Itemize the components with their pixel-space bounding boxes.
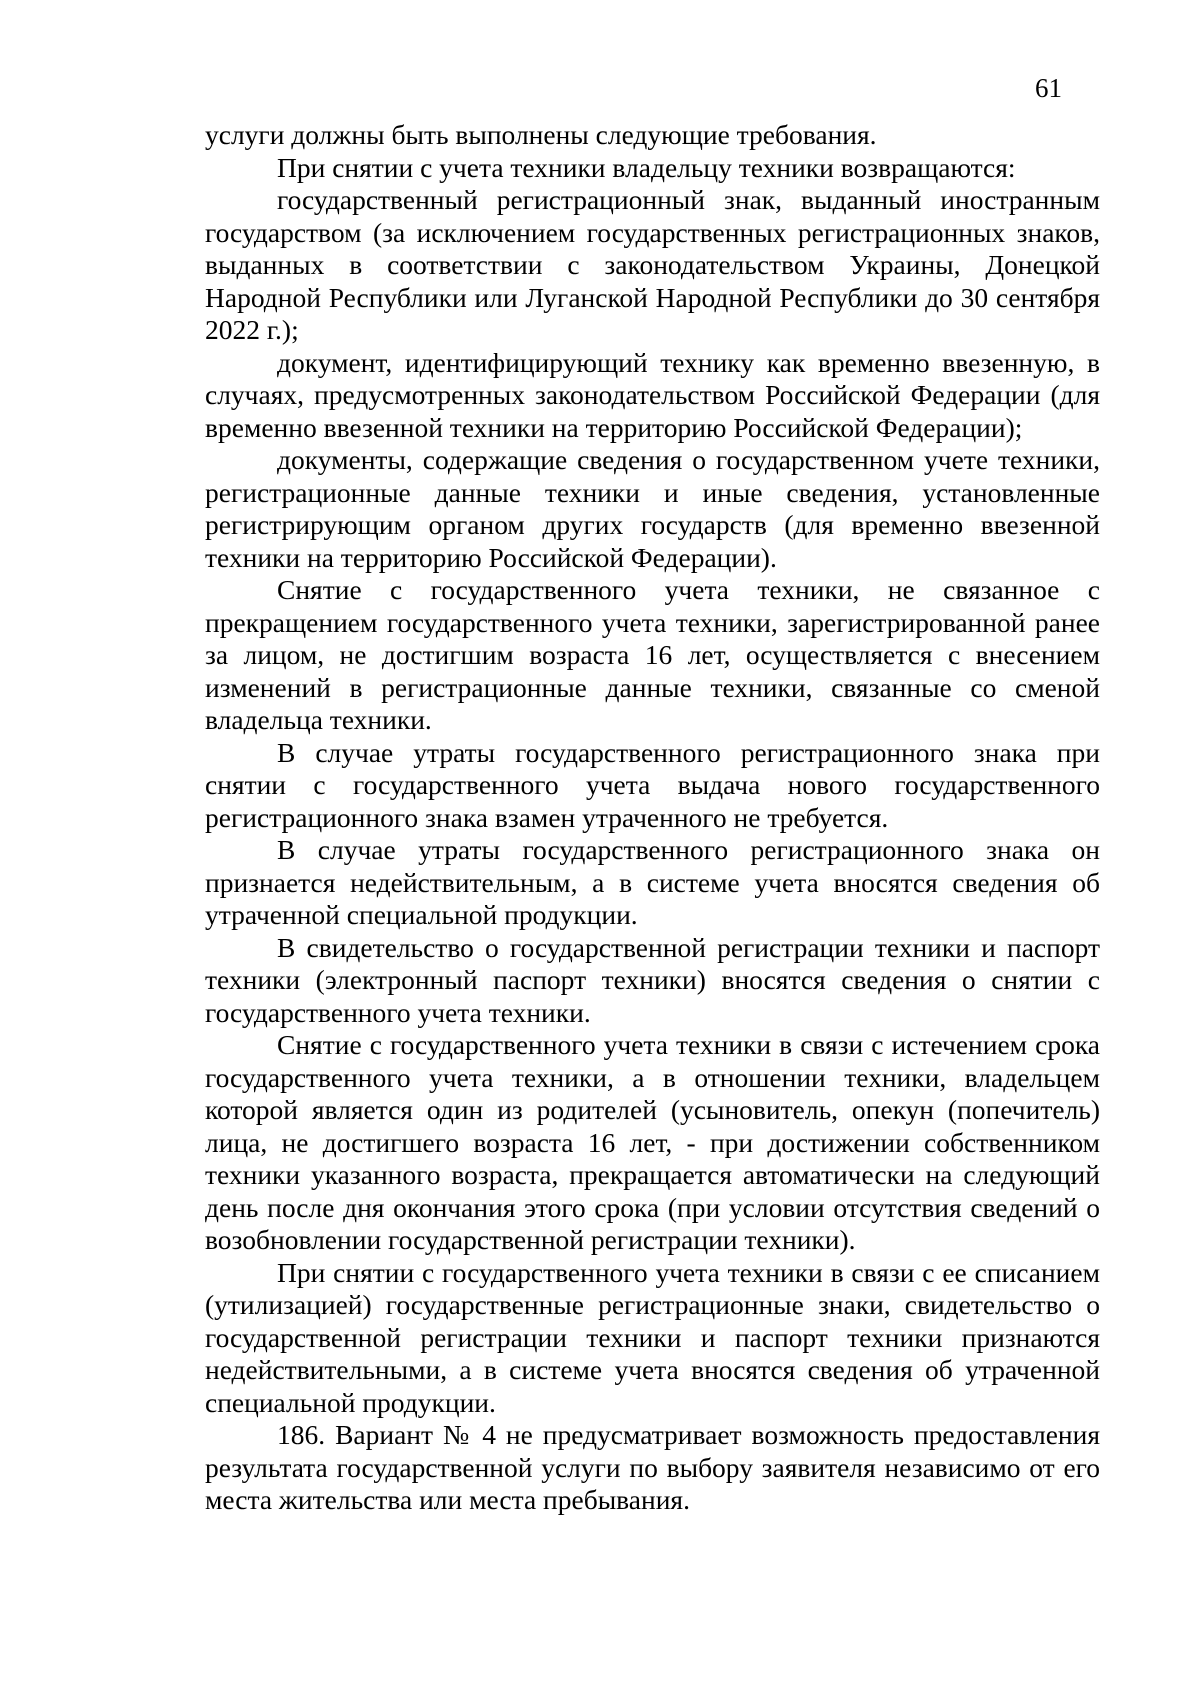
- paragraph: При снятии с учета техники владельцу техники возвращаются:: [277, 151, 1016, 183]
- paragraph: При снятии с государственного учета техники в связи с ее списанием (утилизацией) государственные регистрационные знаки, свидетельство о государственной регистрации техники и паспорт техники признаются недействительными, а в системе учета вносятся сведения об утраченной специальной продукции.: [205, 1256, 1100, 1418]
- paragraph: В случае утраты государственного регистрационного знака он признается недействительным, а в системе учета вносятся сведения об утраченной специальной продукции.: [205, 834, 1100, 930]
- paragraph: Снятие с государственного учета техники в связи с истечением срока государственного учета техники, а в отношении техники, владельцем которой является один из родителей (усыновитель, опекун (попечитель) лица, не достигшего возраста 16 лет, - при достижении собственником техники указанного возраста, прекращается автоматически на следующий день после дня окончания этого срока (при условии отсутствия сведений о возобновлении государственной регистрации техники).: [205, 1029, 1100, 1255]
- paragraph: государственный регистрационный знак, выданный иностранным государством (за исключением государственных регистрационных знаков, выданных в соответствии с законодательством Украины, Донецкой Народной Республики или Луганской Народной Республики до 30 сентября 2022 г.);: [205, 184, 1100, 345]
- paragraph: услуги должны быть выполнены следующие требования.: [205, 119, 877, 150]
- paragraph: документы, содержащие сведения о государственном учете техники, регистрационные данные техники и иные сведения, установленные регистрирующим органом других государств (для временно ввезенной техники на территорию Российской Федерации).: [205, 444, 1100, 573]
- paragraph: 186. Вариант № 4 не предусматривает возможность предоставления результата государственной услуги по выбору заявителя независимо от его места жительства или места пребывания.: [205, 1419, 1100, 1515]
- paragraph: В свидетельство о государственной регистрации техники и паспорт техники (электронный паспорт техники) вносятся сведения о снятии с государственного учета техники.: [205, 931, 1100, 1028]
- paragraph: документ, идентифицирующий технику как временно ввезенную, в случаях, предусмотренных законодательством Российской Федерации (для временно ввезенной техники на территорию Российской Федерации);: [205, 346, 1100, 443]
- page-number: 61: [1035, 73, 1062, 103]
- document-body: [205, 119, 1100, 1517]
- paragraph: Снятие с государственного учета техники, не связанное с прекращением государственного учета техники, зарегистрированной ранее за лицом, не достигшим возраста 16 лет, осуществляется с внесением изменений в регистрационные данные техники, связанные со сменой владельца техники.: [205, 574, 1100, 735]
- paragraph: В случае утраты государственного регистрационного знака при снятии с государственного учета выдача нового государственного регистрационного знака взамен утраченного не требуется.: [205, 736, 1100, 833]
